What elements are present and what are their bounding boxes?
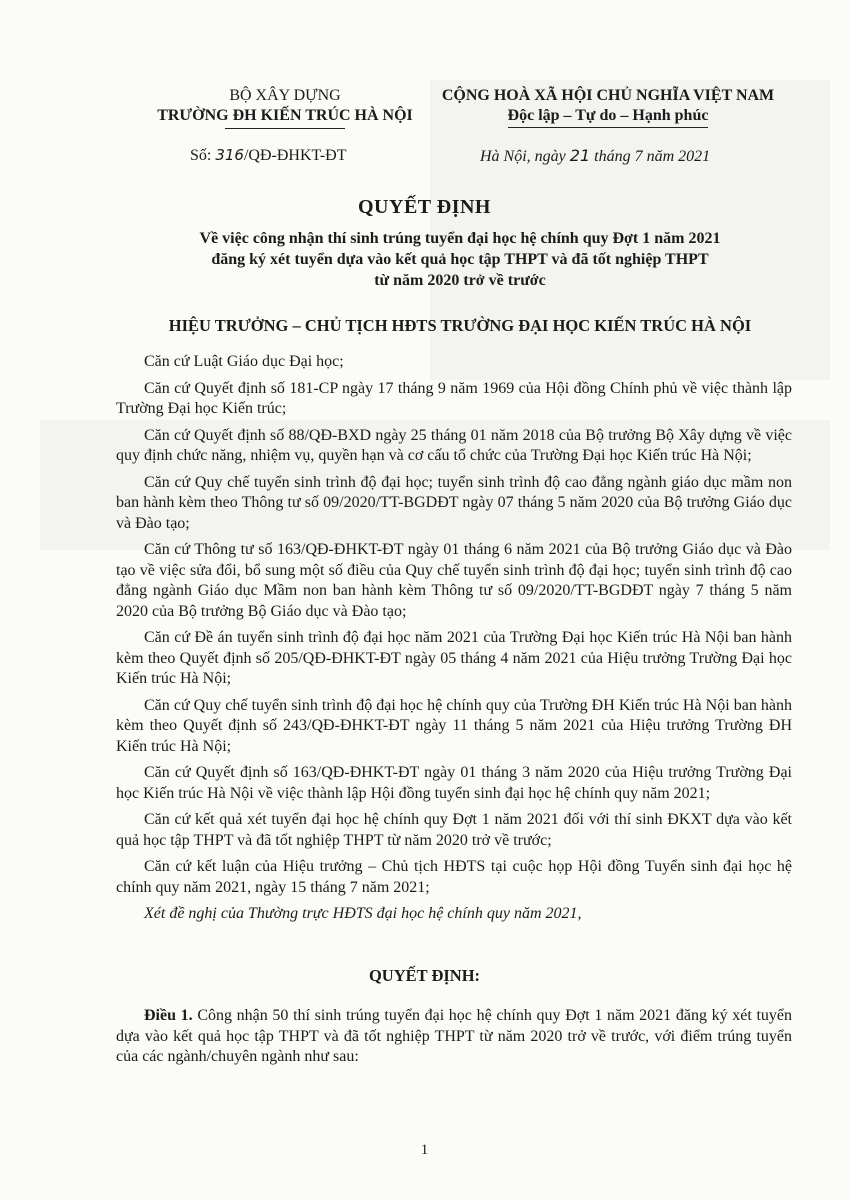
preamble-item: Căn cứ Luật Giáo dục Đại học; <box>144 353 344 370</box>
header-divider <box>225 128 345 129</box>
national-motto: Độc lập – Tự do – Hạnh phúc <box>508 106 709 128</box>
issuer-block <box>140 86 430 129</box>
preamble-item: Căn cứ Quy chế tuyển sinh trình độ đại học hệ chính quy của Trường ĐH Kiến trúc Hà Nội ban hành kèm theo Quyết định số 243/QĐ-ĐHKT-ĐT ngày 11 tháng 5 năm 2021 của Hiệu trưởng Trường ĐH Kiến trúc Hà Nội; <box>116 696 792 755</box>
document-subject: Về việc công nhận thí sinh trúng tuyển đại học hệ chính quy Đợt 1 năm 2021 đăng ký xét tuyển dựa vào kết quả học tập THPT và đã tốt nghiệp THPT từ năm 2020 trở về trước <box>199 230 721 289</box>
document-title: QUYẾT ĐỊNH <box>358 196 491 218</box>
article-1 <box>116 1006 792 1068</box>
issuing-authority: HIỆU TRƯỞNG – CHỦ TỊCH HĐTS TRƯỜNG ĐẠI HỌC KIẾN TRÚC HÀ NỘI <box>168 316 752 335</box>
preamble-item: Căn cứ Quyết định số 88/QĐ-BXD ngày 25 tháng 01 năm 2018 của Bộ trưởng Bộ Xây dựng về việc quy định chức năng, nhiệm vụ, quyền hạn và cơ cấu tổ chức của Trường Đại học Kiến trúc Hà Nội; <box>116 426 792 464</box>
ministry-name: BỘ XÂY DỰNG <box>229 87 341 104</box>
preamble-item: Căn cứ Quy chế tuyển sinh trình độ đại học; tuyển sinh trình độ cao đẳng ngành giáo dục mầm non ban hành kèm theo Thông tư số 09/2020/TT-BGDĐT ngày 07 tháng 5 năm 2020 của Bộ trưởng Giáo dục và Đào tạo; <box>116 473 792 532</box>
preamble-item: Căn cứ kết luận của Hiệu trưởng – Chủ tịch HĐTS tại cuộc họp Hội đồng Tuyển sinh đại học hệ chính quy năm 2021, ngày 15 tháng 7 năm 2021; <box>116 858 792 896</box>
preamble-item: Căn cứ Quyết định số 181-CP ngày 17 tháng 9 năm 1969 của Hội đồng Chính phủ về việc thành lập Trường Đại học Kiến trúc; <box>116 379 792 417</box>
article-label: Điều 1. <box>144 1007 193 1024</box>
document-number: Số: 316/QĐ-ĐHKT-ĐT <box>190 146 347 164</box>
preamble-item: Căn cứ Thông tư số 163/QĐ-ĐHKT-ĐT ngày 01 tháng 6 năm 2021 của Bộ trưởng Giáo dục và Đào tạo về việc sửa đổi, bổ sung một số điều của Quy chế tuyển sinh trình độ đại học; tuyển sinh trình độ cao đẳng ngành Giáo dục Mầm non ban hành kèm Thông tư số 09/2020/TT-BGDĐT ngày 7 tháng 5 năm 2020 của Bộ trưởng Bộ Giáo dục và Đào tạo; <box>116 541 792 620</box>
national-header <box>418 86 798 128</box>
issue-date: Hà Nội, ngày 21 tháng 7 năm 2021 <box>480 146 711 165</box>
handwritten-number: 316 <box>215 146 244 164</box>
preamble-item: Căn cứ Quyết định số 163/QĐ-ĐHKT-ĐT ngày 01 tháng 3 năm 2020 của Hiệu trưởng Trường Đại học Kiến trúc Hà Nội về việc thành lập Hội đồng tuyển sinh đại học hệ chính quy năm 2021; <box>116 764 792 802</box>
decision-heading: QUYẾT ĐỊNH: <box>368 966 481 985</box>
handwritten-day: 21 <box>569 146 591 165</box>
preamble-item: Căn cứ kết quả xét tuyển đại học hệ chính quy Đợt 1 năm 2021 đối với thí sinh ĐKXT dựa vào kết quả học tập THPT và đã tốt nghiệp THPT từ năm 2020 trở về trước; <box>116 811 792 849</box>
article-text: Công nhận 50 thí sinh trúng tuyển đại học hệ chính quy Đợt 1 năm 2021 đăng ký xét tuyển dựa vào kết quả học tập THPT và đã tốt nghiệp THPT từ năm 2020 trở về trước, với điểm trúng tuyển của các ngành/chuyên ngành như sau: <box>116 1007 793 1065</box>
university-name: TRƯỜNG ĐH KIẾN TRÚC HÀ NỘI <box>157 107 413 124</box>
preamble <box>116 352 792 931</box>
proposal-line: Xét đề nghị của Thường trực HĐTS đại học hệ chính quy năm 2021, <box>144 905 582 922</box>
country-name: CỘNG HOÀ XÃ HỘI CHỦ NGHĨA VIỆT NAM <box>441 87 775 104</box>
preamble-item: Căn cứ Đề án tuyển sinh trình độ đại học năm 2021 của Trường Đại học Kiến trúc Hà Nội ban hành kèm theo Quyết định số 205/QĐ-ĐHKT-ĐT ngày 05 tháng 4 năm 2021 của Hiệu trưởng Trường Đại học Kiến trúc Hà Nội; <box>116 629 792 687</box>
page-number: 1 <box>420 1142 429 1158</box>
